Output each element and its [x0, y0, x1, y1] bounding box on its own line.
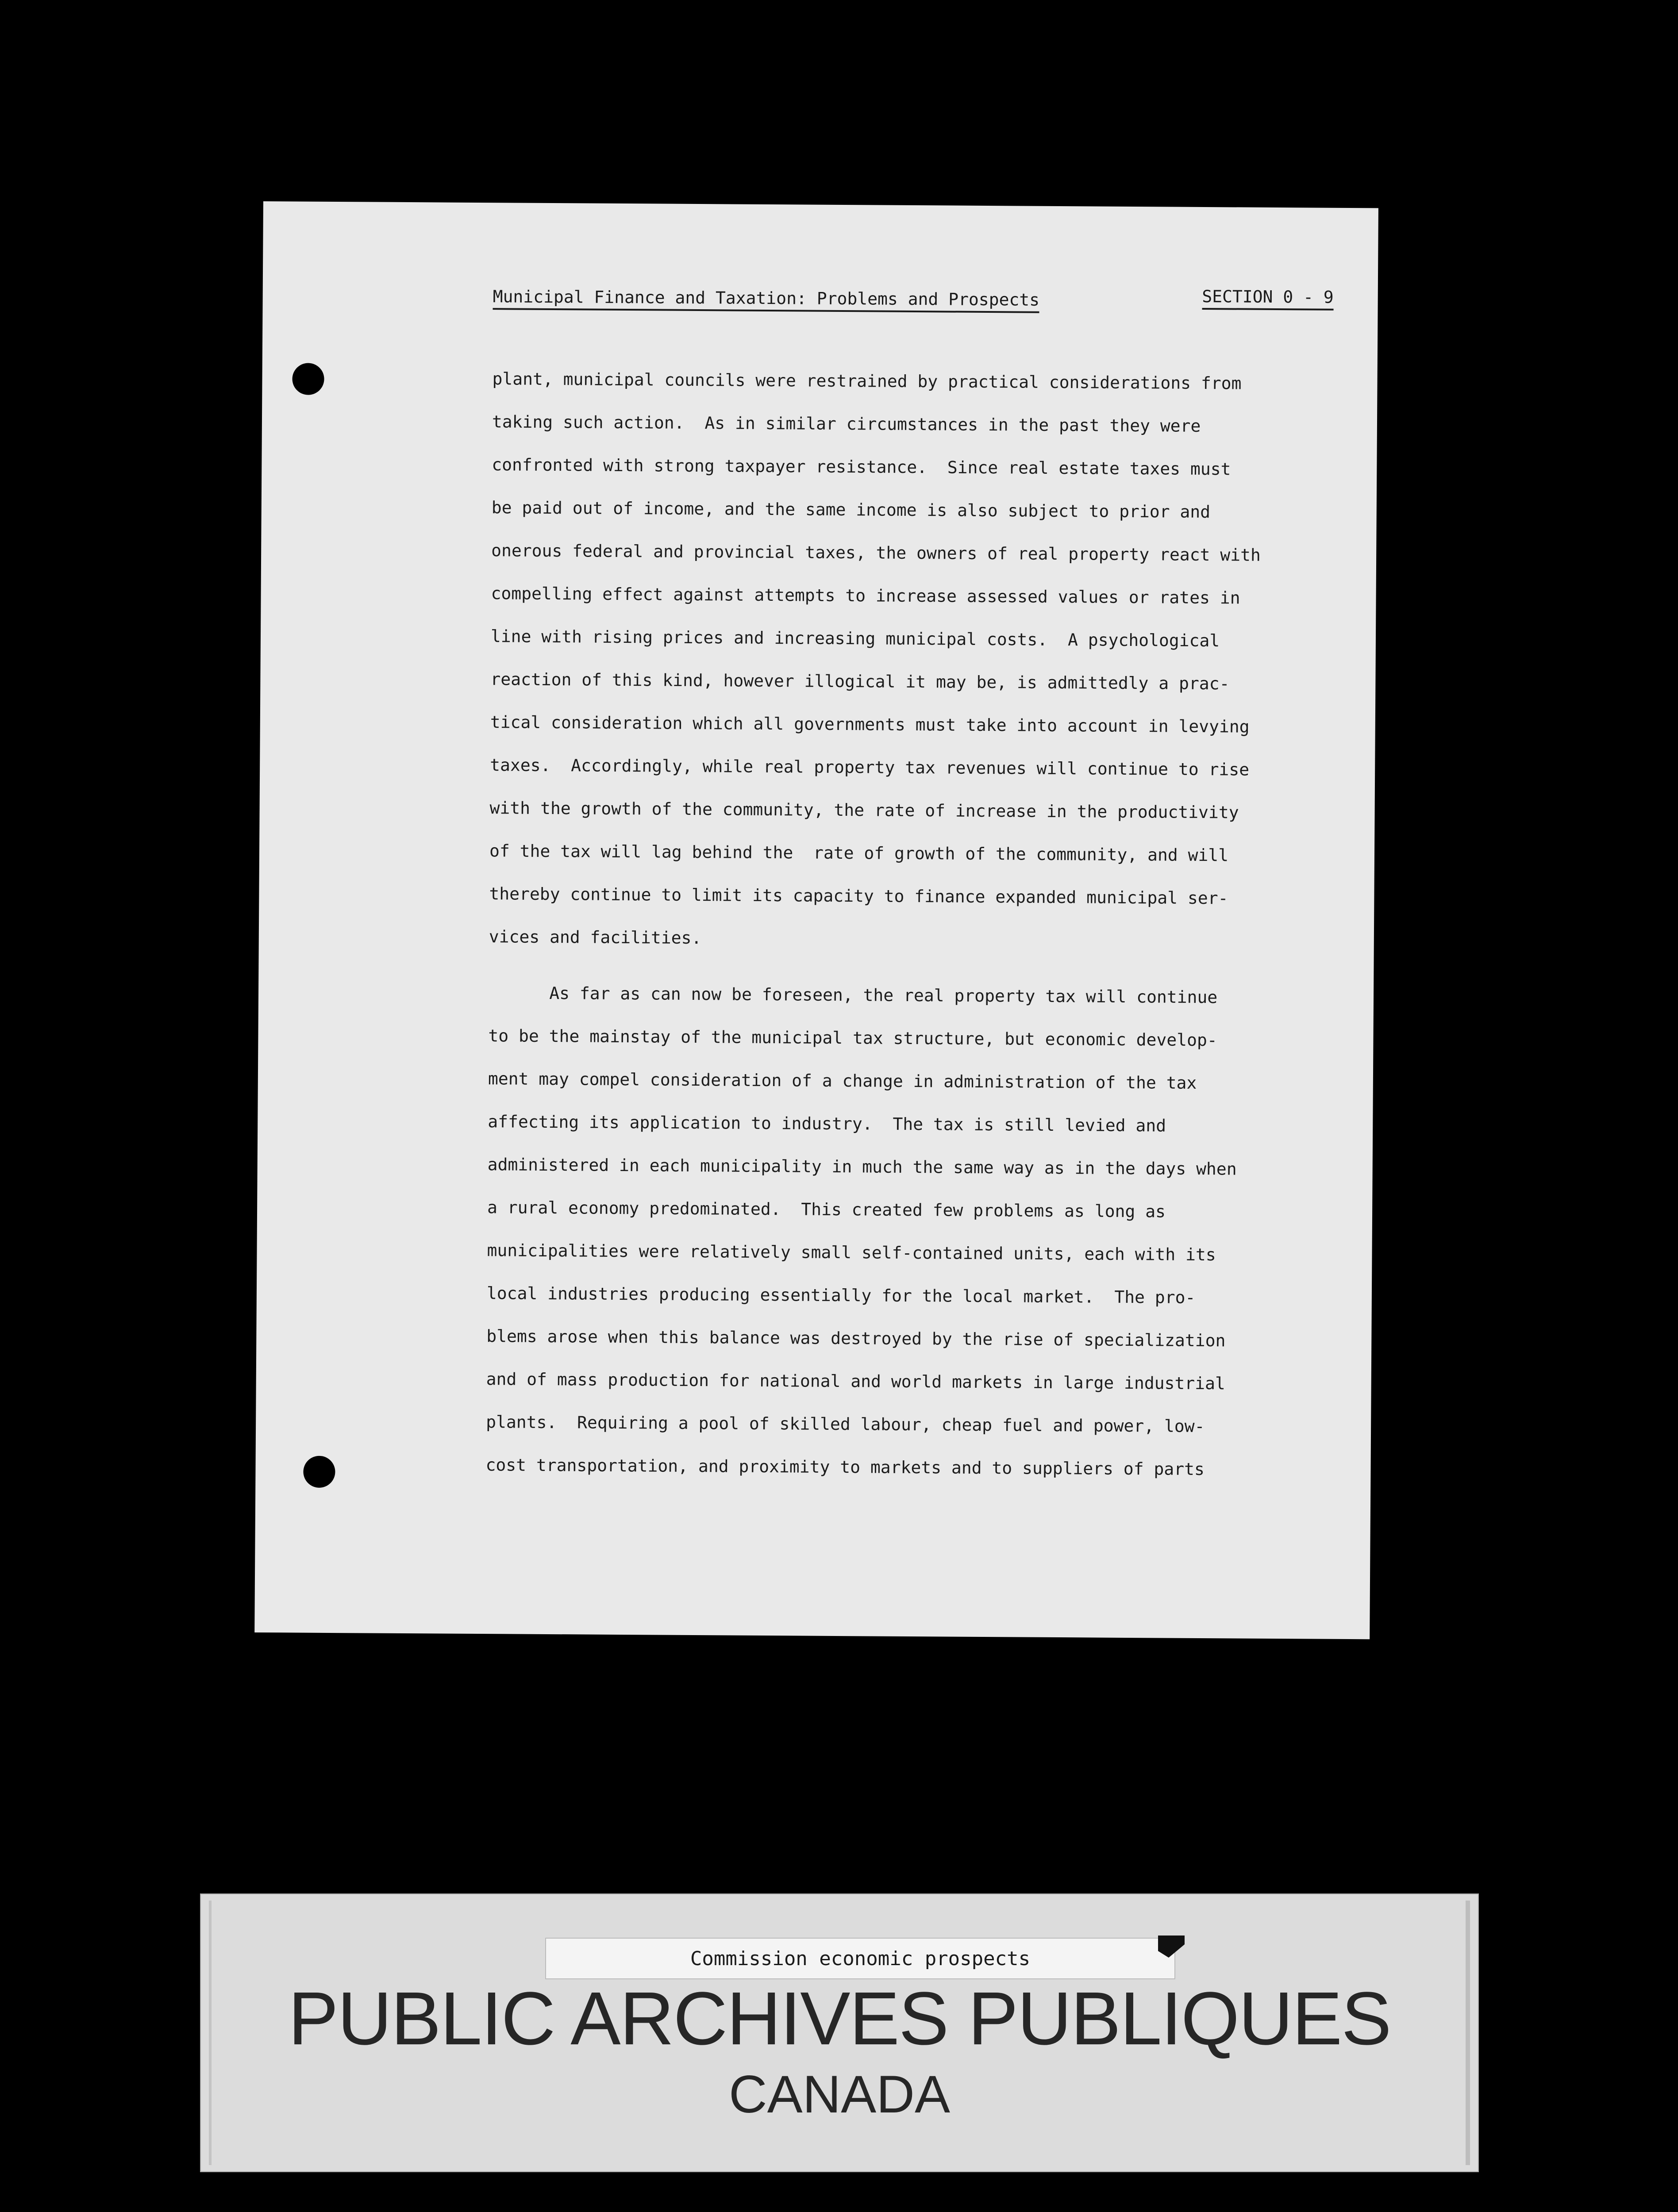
text-line: cost transportation, and proximity to markets and to suppliers of parts — [485, 1455, 1205, 1479]
text-line: ment may compel consideration of a change in administration of the tax — [488, 1069, 1197, 1093]
header-title: Municipal Finance and Taxation: Problems and Prospects — [493, 287, 1040, 313]
text-line: plants. Requiring a pool of skilled labour, cheap fuel and power, low- — [486, 1412, 1205, 1436]
section-number: SECTION 0 - 9 — [1202, 287, 1334, 311]
text-line: municipalities were relatively small self-contained units, each with its — [487, 1240, 1216, 1265]
text-line: tical consideration which all governments must take into account in levying — [490, 712, 1250, 737]
punch-hole — [303, 1456, 335, 1488]
text-line: blems arose when this balance was destroyed by the rise of specialization — [486, 1326, 1226, 1351]
archive-country: CANADA — [728, 2065, 951, 2124]
text-line: plant, municipal councils were restrained by practical considerations from — [492, 369, 1242, 393]
archive-stamp-card — [200, 1893, 1479, 2172]
text-line: of the tax will lag behind the rate of growth of the community, and will — [489, 841, 1229, 865]
text-line: onerous federal and provincial taxes, the owners of real property react with — [491, 541, 1261, 565]
text-line: be paid out of income, and the same income is also subject to prior and — [491, 498, 1211, 522]
text-line: taxes. Accordingly, while real property tax revenues will continue to rise — [490, 755, 1250, 780]
text-line: vices and facilities. — [489, 927, 702, 948]
document-page — [254, 201, 1378, 1639]
text-line: and of mass production for national and world markets in large industrial — [486, 1369, 1225, 1394]
text-line: local industries producing essentially for the local market. The pro- — [486, 1283, 1196, 1307]
body-text — [485, 357, 1324, 1491]
text-line: As far as can now be foreseen, the real property tax will continue — [488, 983, 1218, 1007]
text-line: confronted with strong taxpayer resistance. Since real estate taxes must — [492, 455, 1231, 479]
paragraph — [489, 357, 1324, 963]
text-line: affecting its application to industry. The tax is still levied and — [488, 1112, 1166, 1136]
text-line: with the growth of the community, the rate of increase in the productivity — [489, 798, 1239, 822]
text-line: line with rising prices and increasing municipal costs. A psychological — [490, 626, 1220, 651]
text-line: to be the mainstay of the municipal tax structure, but economic develop- — [488, 1026, 1217, 1050]
text-line: compelling effect against attempts to increase assessed values or rates in — [491, 584, 1240, 608]
text-line: a rural economy predominated. This created few problems as long as — [487, 1198, 1166, 1221]
text-line: taking such action. As in similar circumstances in the past they were — [492, 412, 1201, 436]
collection-label: Commission economic prospects — [545, 1938, 1175, 1979]
archive-name: PUBLIC ARCHIVES PUBLIQUES — [288, 1977, 1391, 2061]
text-line: administered in each municipality in much the same way as in the days when — [487, 1155, 1237, 1179]
text-line: thereby continue to limit its capacity to finance expanded municipal ser- — [489, 884, 1228, 908]
page-header — [493, 278, 1333, 319]
text-line: reaction of this kind, however illogical it may be, is admittedly a prac- — [490, 669, 1230, 694]
punch-hole — [292, 363, 324, 395]
paragraph — [485, 972, 1320, 1491]
